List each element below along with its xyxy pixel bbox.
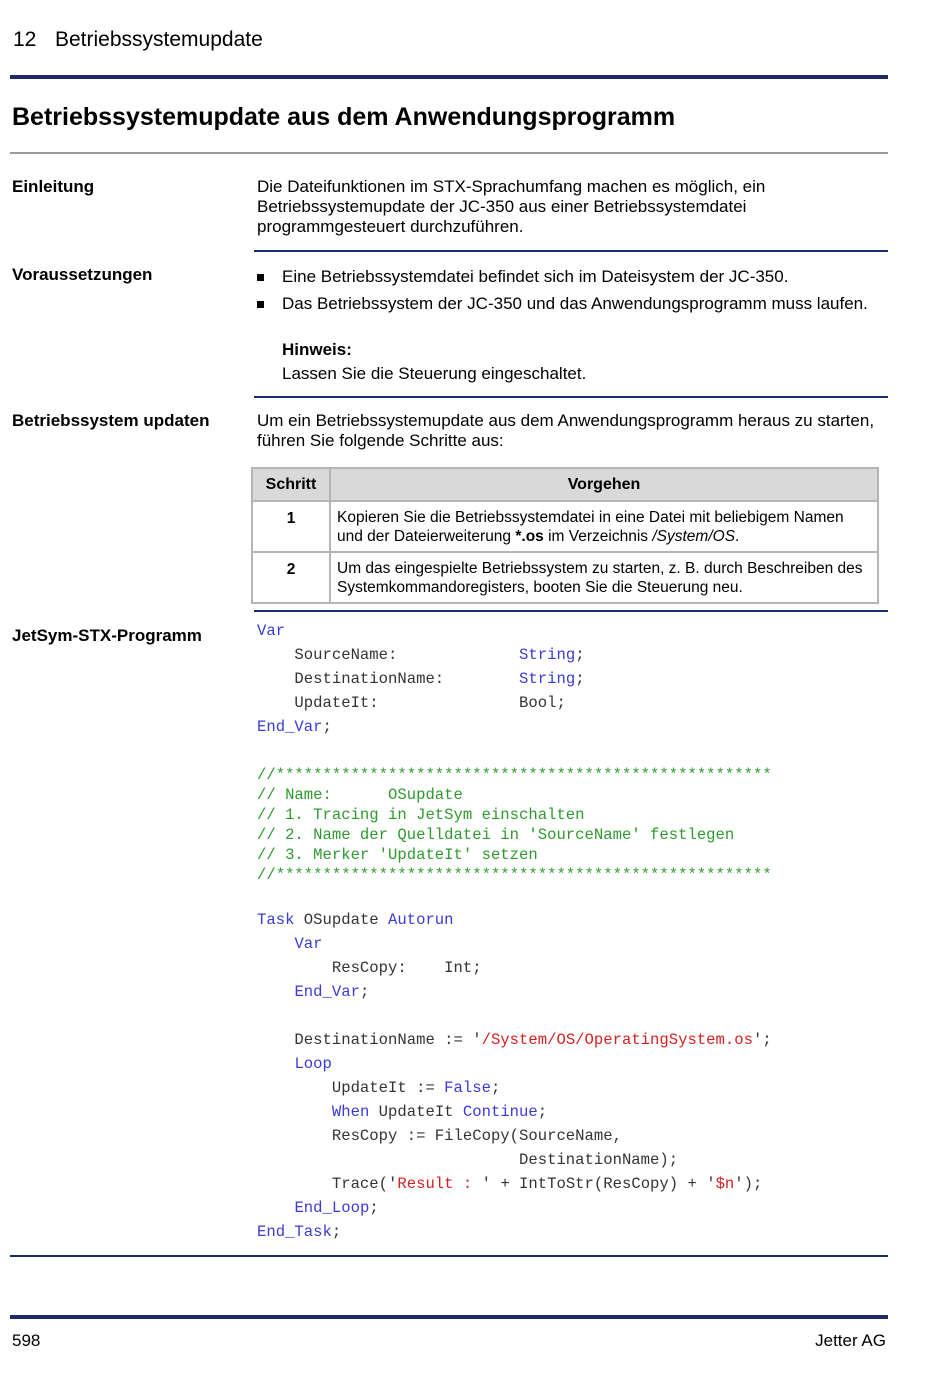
code-line: DestinationName: String; — [257, 670, 585, 688]
footer-rule — [10, 1315, 888, 1319]
section-end-rule — [10, 1255, 888, 1257]
header-rule — [10, 75, 888, 79]
list-item — [257, 267, 877, 287]
note-text: Lassen Sie die Steuerung eingeschaltet. — [282, 364, 587, 383]
directory-path: /System/OS — [652, 528, 736, 545]
intro-text: Die Dateifunktionen im STX-Sprachumfang machen es möglich, ein Betriebssystemupdate der JC-350 aus einer Betriebssystemdatei programmgesteuert durchzuführen. — [257, 177, 766, 236]
code-line: UpdateIt := False; — [257, 1079, 501, 1097]
section-title: Betriebssystemupdate aus dem Anwendungsprogramm — [12, 103, 676, 131]
code-line: // 1. Tracing in JetSym einschalten — [257, 806, 585, 824]
step-text-part: . — [735, 528, 740, 545]
code-line: Var — [257, 622, 286, 640]
list-item — [257, 294, 877, 314]
step-text-part: Kopieren Sie die Betriebssystemdatei in eine Datei mit beliebigem Namen und der Dateierweiterung — [337, 509, 844, 545]
program-label: JetSym-STX-Programm — [12, 626, 202, 645]
code-line: DestinationName); — [257, 1151, 679, 1169]
code-line: Task OSupdate Autorun — [257, 911, 454, 929]
divider — [254, 610, 888, 612]
divider — [254, 250, 888, 252]
code-line: When UpdateIt Continue; — [331, 1103, 548, 1121]
prereq-label: Voraussetzungen — [12, 265, 153, 284]
bullet-icon — [257, 274, 264, 281]
file-extension: *.os — [515, 528, 544, 545]
code-line: ResCopy := FileCopy(SourceName, — [257, 1127, 622, 1145]
step-text: Um das eingespielte Betriebssystem zu starten, z. B. durch Beschreiben des Systemkommandoregisters, booten Sie die Steuerung neu. — [330, 552, 878, 603]
divider — [254, 396, 888, 398]
bullet-text: Das Betriebssystem der JC-350 und das Anwendungsprogramm muss laufen. — [282, 294, 868, 313]
steps-table — [251, 467, 879, 604]
update-text: Um ein Betriebssystemupdate aus dem Anwendungsprogramm heraus zu starten, führen Sie folgende Schritte aus: — [257, 411, 875, 450]
code-line: DestinationName := '/System/OS/OperatingSystem.os'; — [257, 1031, 772, 1049]
code-line: // 2. Name der Quelldatei in 'SourceName' festlegen — [257, 826, 735, 844]
company-name: Jetter AG — [815, 1331, 886, 1350]
page-number: 598 — [12, 1331, 41, 1350]
code-line: //***************************************************** — [257, 866, 772, 884]
running-header — [13, 28, 263, 52]
column-header: Schritt — [252, 468, 330, 501]
code-line: Var — [294, 935, 323, 953]
bullet-text: Eine Betriebssystemdatei befindet sich im Dateisystem der JC-350. — [282, 267, 789, 286]
code-line: ResCopy: Int; — [257, 959, 482, 977]
prereq-list — [257, 267, 877, 321]
code-line: // Name: OSupdate — [257, 786, 463, 804]
step-number: 2 — [252, 552, 330, 603]
code-line: End_Loop; — [294, 1199, 379, 1217]
code-line: End_Task; — [257, 1223, 342, 1241]
note-label: Hinweis: — [282, 340, 352, 359]
column-header: Vorgehen — [330, 468, 878, 501]
code-line: //***************************************************** — [257, 766, 772, 784]
code-line: End_Var; — [257, 718, 332, 736]
code-line: UpdateIt: Bool; — [257, 694, 566, 712]
table-header-row — [252, 468, 878, 501]
table-row — [252, 552, 878, 603]
step-text-part: im Verzeichnis — [543, 528, 653, 545]
code-line: Trace('Result : ' + IntToStr(ResCopy) + '$n'); — [257, 1175, 763, 1193]
code-line: SourceName: String; — [257, 646, 585, 664]
code-line: // 3. Merker 'UpdateIt' setzen — [257, 846, 538, 864]
step-number: 1 — [252, 501, 330, 552]
intro-label: Einleitung — [12, 177, 95, 196]
title-rule — [10, 152, 888, 154]
chapter-number: 12 — [13, 28, 37, 51]
step-text — [330, 501, 878, 552]
code-line: End_Var; — [294, 983, 370, 1001]
code-line: Loop — [294, 1055, 332, 1073]
chapter-title: Betriebssystemupdate — [55, 28, 263, 51]
bullet-icon — [257, 301, 264, 308]
update-label: Betriebssystem updaten — [12, 411, 210, 430]
table-row — [252, 501, 878, 552]
